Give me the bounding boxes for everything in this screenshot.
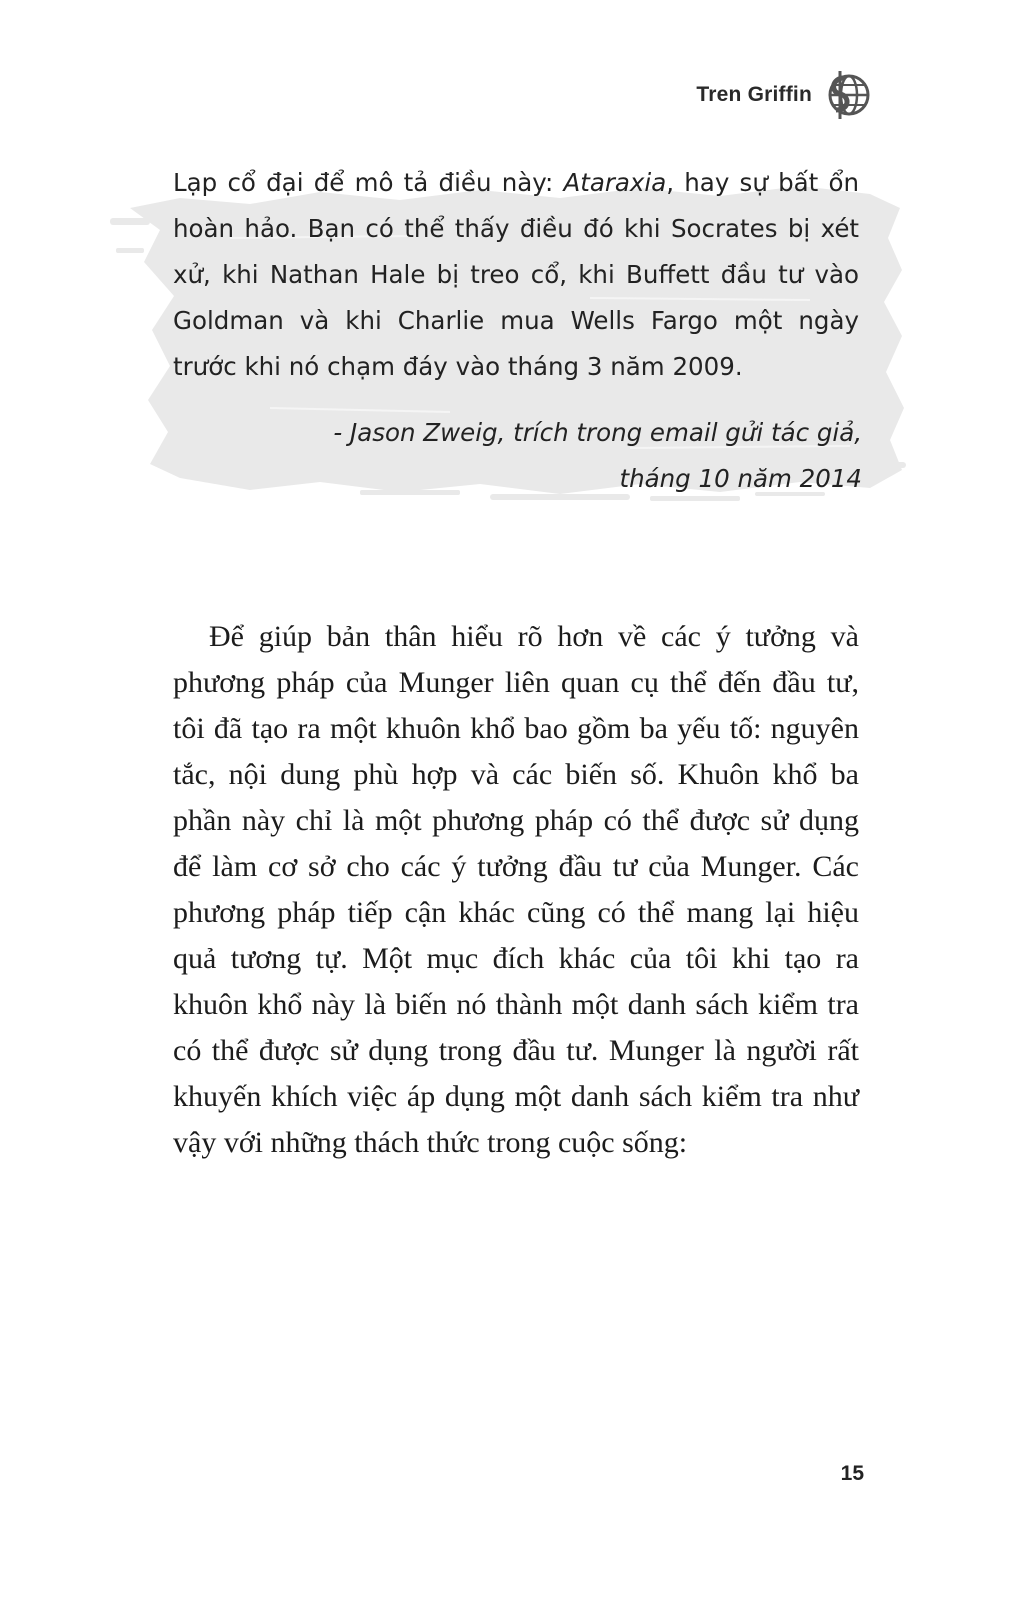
quote-paragraph <box>173 160 859 390</box>
dollar-globe-icon <box>822 68 872 122</box>
page-header <box>696 68 872 122</box>
quote-text-start: Lạp cổ đại để mô tả điều này: <box>173 168 564 197</box>
page-number: 15 <box>840 1462 864 1485</box>
body-paragraph: Để giúp bản thân hiểu rõ hơn về các ý tưởng và phương pháp của Munger liên quan cụ thể đến đầu tư, tôi đã tạo ra một khuôn khổ bao gồm ba yếu tố: nguyên tắc, nội dung phù hợp và các biến số. Khuôn khổ ba phần này chỉ là một phương pháp có thể được sử dụng để làm cơ sở cho các ý tưởng đầu tư của Munger. Các phương pháp tiếp cận khác cũng có thể mang lại hiệu quả tương tự. Một mục đích khác của tôi khi tạo ra khuôn khổ này là biến nó thành một danh sách kiểm tra có thể được sử dụng trong đầu tư. Munger là người rất khuyến khích việc áp dụng một danh sách kiểm tra như vậy với những thách thức trong cuộc sống: <box>173 620 859 1159</box>
quote-attribution <box>162 410 862 502</box>
quote-emphasis: Ataraxia <box>563 168 667 197</box>
attribution-line-1: - Jason Zweig, trích trong email gửi tác giả, <box>333 418 862 447</box>
quote-text-end: , hay sự bất ổn hoàn hảo. Bạn có thể thấy điều đó khi Socrates bị xét xử, khi Nathan Hale bị treo cổ, khi Buffett đầu tư vào Goldman và khi Charlie mua Wells Fargo một ngày trước khi nó chạm đáy vào tháng 3 năm 2009. <box>173 168 859 381</box>
author-name: Tren Griffin <box>696 83 812 106</box>
attribution-line-2: tháng 10 năm 2014 <box>619 464 862 493</box>
